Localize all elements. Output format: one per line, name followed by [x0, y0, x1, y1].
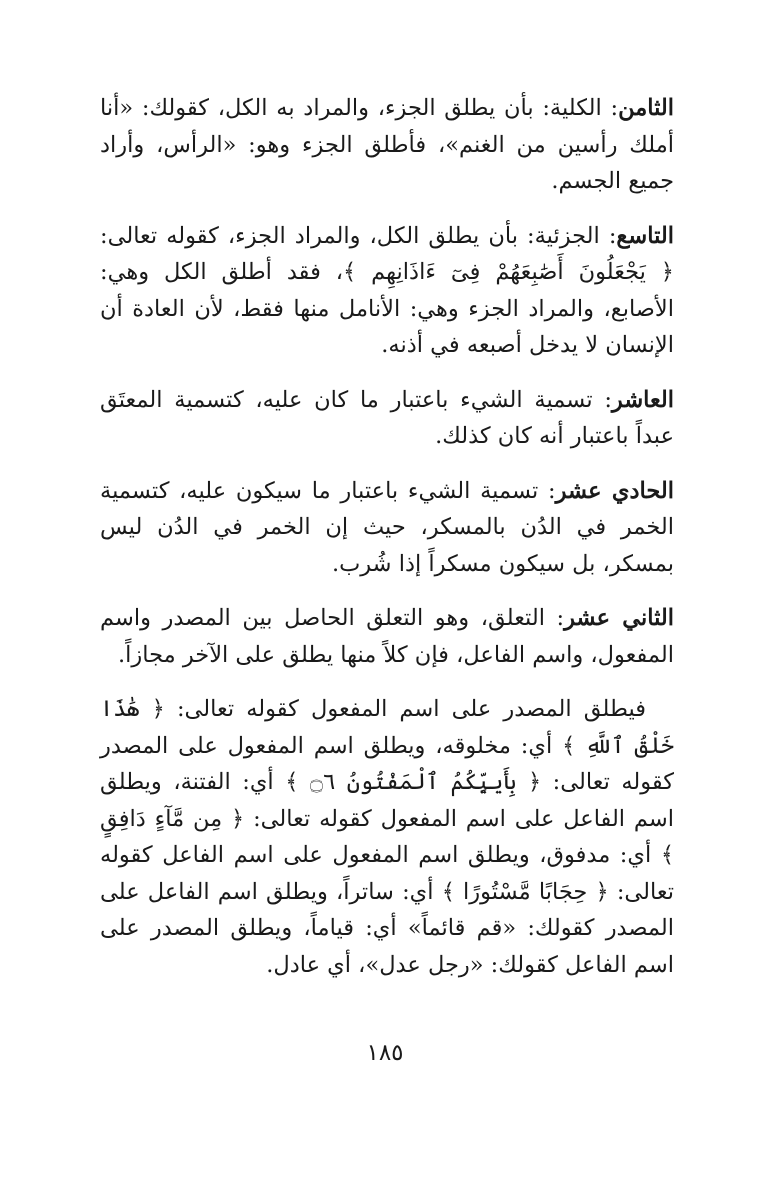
quran-verse: ﴿ هَٰذَا خَلْقُ ٱللَّهِ ﴾	[100, 696, 674, 759]
paragraph-text: أي: الفتنة، ويطلق اسم الفاعل على اسم المفعول كقوله تعالى:	[100, 769, 674, 832]
paragraph-tenth	[100, 382, 674, 455]
page-body	[100, 90, 674, 1001]
paragraph-text: : الجزئية: بأن يطلق الكل، والمراد الجزء، كقوله تعالى:	[100, 222, 617, 249]
paragraph-heading: العاشر	[611, 386, 674, 413]
paragraph-heading: الثاني عشر	[564, 605, 674, 631]
paragraph-text: أي: مخلوقه، ويطلق اسم المفعول على المصدر كقوله تعالى:	[100, 732, 674, 795]
page-number: ١٨٥	[366, 1040, 404, 1066]
paragraph-text: أي: ساتراً، ويطلق اسم الفاعل على المصدر كقولك: «قم قائماً» أي: قياماً، ويطلق المصدر على اسم الفاعل كقولك: «رجل عدل»، أي عادل.	[100, 878, 674, 978]
paragraph-text: فيطلق المصدر على اسم المفعول كقوله تعالى:	[164, 696, 646, 722]
paragraph-examples	[100, 691, 674, 983]
paragraph-text: : تسمية الشيء باعتبار ما سيكون عليه، كتسمية الخمر في الدُن بالمسكر، حيث إن الخمر في الدُن ليس بمسكر، بل سيكون مسكراً إذا شُرب.	[100, 477, 674, 577]
paragraph-text: : تسمية الشيء باعتبار ما كان عليه، كتسمية المعتَق عبداً باعتبار أنه كان كذلك.	[100, 386, 674, 449]
paragraph-heading: الثامن	[618, 95, 674, 121]
paragraph-eleventh	[100, 473, 674, 583]
paragraph-heading: التاسع	[616, 222, 674, 249]
paragraph-twelfth	[100, 600, 674, 673]
quran-verse: ﴿ يَجْعَلُونَ أَصَٰبِعَهُمْ فِىٓ ءَاذَانِهِم ﴾	[343, 259, 674, 285]
paragraph-text: : التعلق، وهو التعلق الحاصل بين المصدر واسم المفعول، واسم الفاعل، فإن كلاً منها يطلق على الآخر مجازاً.	[100, 605, 674, 668]
paragraph-eighth	[100, 90, 674, 200]
paragraph-text: ، فقد أطلق الكل وهي: الأصابع، والمراد الجزء وهي: الأنامل منها فقط، لأن العادة أن الإنسان لا يدخل أصبعه في أذنه.	[100, 259, 674, 358]
paragraph-text: أي: مدفوق، ويطلق اسم المفعول على اسم الفاعل كقوله تعالى:	[100, 842, 674, 905]
quran-verse: ﴿ حِجَابًا مَّسْتُورًا ﴾	[441, 878, 609, 905]
paragraph-ninth	[100, 218, 674, 364]
paragraph-heading: الحادي عشر	[555, 477, 674, 504]
paragraph-text: : الكلية: بأن يطلق الجزء، والمراد به الكل، كقولك: «أنا أملك رأسين من الغنم»، فأطلق الجزء وهو: «الرأس، وأراد جميع الجسم.	[100, 95, 674, 194]
quran-verse: ﴿ بِأَييِّكُمُ ٱلْمَفْتُونُ ۝٦ ﴾	[285, 769, 542, 795]
quran-verse: ﴿ مِن مَّآءٍ دَافِقٍ ﴾	[100, 805, 674, 868]
